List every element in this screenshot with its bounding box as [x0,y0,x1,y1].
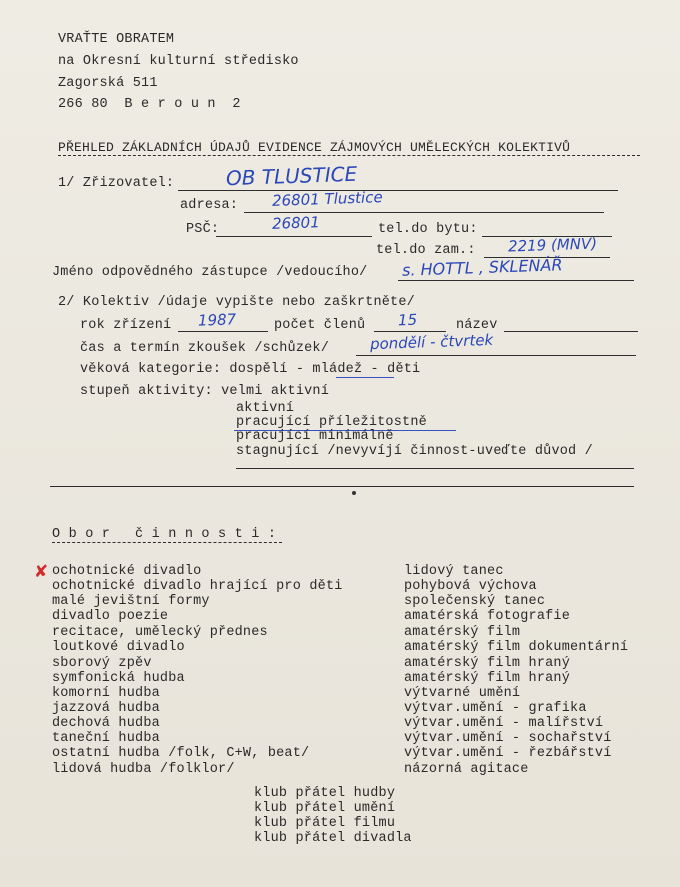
vek-label: věková kategorie: dospělí - mládež - děti [80,362,421,377]
stupen-label: stupeň aktivity: velmi aktivní [80,384,330,399]
klub-1: klub přátel hudby [254,786,396,801]
obor-left-5: recitace, umělecký přednes [52,625,268,640]
klub-3: klub přátel filmu [254,816,396,831]
zastupce-label: Jméno odpovědného zástupce /vedoucího/ [52,265,368,280]
obor-left-1: ochotnické divadlo [52,564,202,579]
obor-left-13: ostatní hudba /folk, C+W, beat/ [52,746,310,761]
psc-label: PSČ: [186,222,220,237]
obor-right-12: výtvar.umění - sochařství [404,731,612,746]
obor-left-12: taneční hudba [52,731,160,746]
obor-right-11: výtvar.umění - malířství [404,716,604,731]
obor-right-3: společenský tanec [404,594,546,609]
rok-label: rok zřízení [80,318,172,333]
pocet-value: 15 [397,310,418,330]
tel-byt-label: tel.do bytu: [378,222,478,237]
obor-left-3: malé jevištní formy [52,594,210,609]
tel-zam-label: tel.do zam.: [376,243,476,258]
obor-left-10: jazzová hudba [52,701,160,716]
kolektiv-label: 2/ Kolektiv /údaje vypište nebo zaškrtněte/ [58,295,415,310]
aktivita-1: aktivní [236,401,295,416]
psc-line [216,236,372,237]
aktivita-4: stagnující /nevyvíjí činnost-uveďte důvod / [236,444,593,459]
nazev-label: název [456,318,498,333]
obor-right-13: výtvar.umění - řezbářství [404,746,612,761]
rok-line [178,331,268,332]
zrizovatel-line [178,190,618,191]
obor-left-8: symfonická hudba [52,671,185,686]
return-line-4: 266 80 B e r o u n 2 [58,97,241,112]
obor-underline [52,542,282,543]
return-line-3: Zagorská 511 [58,76,158,91]
klub-2: klub přátel umění [254,801,396,816]
adresa-line [244,212,604,213]
obor-right-6: amatérský film dokumentární [404,640,629,655]
obor-right-4: amatérská fotografie [404,609,571,624]
adresa-label: adresa: [180,198,239,213]
zrizovatel-value: OB TLUSTICE [225,161,358,191]
aktivita-2: pracující příležitostně [236,415,427,430]
cas-value: pondělí - čtvrtek [369,330,494,354]
obor-right-10: výtvar.umění - grafika [404,701,587,716]
tel-zam-value: 2219 (MNV) [507,234,598,256]
cas-label: čas a termín zkoušek /schůzek/ [80,341,330,356]
obor-left-14: lidová hudba /folklor/ [52,762,235,777]
title-underline [58,155,640,156]
return-line-2: na Okresní kulturní středisko [58,54,299,69]
pocet-label: počet členů [274,318,366,333]
return-line-1: VRAŤTE OBRATEM [58,32,175,47]
form-title: PŘEHLED ZÁKLADNÍCH ÚDAJŮ EVIDENCE ZÁJMOVÝCH UMĚLECKÝCH KOLEKTIVŮ [58,140,571,155]
zastupce-line [398,280,634,281]
duvod-line-2 [50,486,634,487]
obor-right-9: výtvarné umění [404,686,521,701]
rok-value: 1987 [197,310,237,330]
obor-left-11: dechová hudba [52,716,160,731]
klub-4: klub přátel divadla [254,831,412,846]
obor-left-6: loutkové divadlo [52,640,185,655]
obor-right-1: lidový tanec [404,564,504,579]
aktivita-3: pracující minimálně [236,429,394,444]
mladez-underline [336,377,394,378]
obor-right-8: amatérský film hraný [404,671,571,686]
obor-left-2: ochotnické divadlo hrající pro děti [52,579,343,594]
duvod-line-1 [236,468,634,469]
obor-right-14: názorná agitace [404,762,529,777]
obor-left-4: divadlo poezie [52,609,169,624]
psc-value: 26801 [271,213,321,233]
checked-mark-icon: ✘ [34,562,49,582]
obor-right-7: amatérský film hraný [404,656,571,671]
cas-line [356,355,636,356]
obor-right-2: pohybová výchova [404,579,537,594]
nazev-line [504,331,638,332]
obor-left-7: sborový zpěv [52,656,152,671]
zastupce-value: s. HOTTL , SKLENÁŘ [401,255,563,280]
adresa-value: 26801 Tlustice [271,188,383,210]
obor-heading: O b o r č i n n o s t i : [52,527,277,542]
obor-left-9: komorní hudba [52,686,160,701]
obor-right-5: amatérský film [404,625,521,640]
ink-dot [352,491,356,495]
zrizovatel-label: 1/ Zřizovatel: [58,176,175,191]
